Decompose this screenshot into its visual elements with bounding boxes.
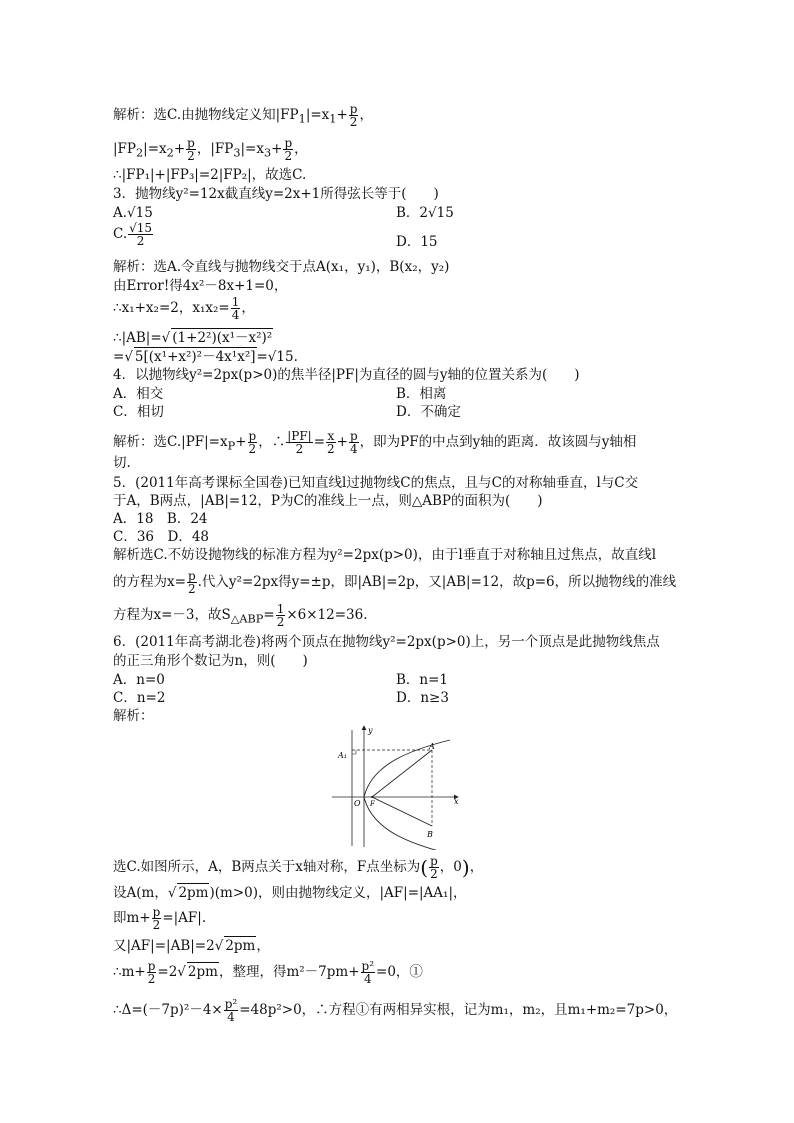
q6-option-a: A．n=0 <box>113 672 165 688</box>
question-6-line-2: 的正三角形个数记为n，则( ) <box>113 653 308 669</box>
solution-6-line-5: ∴m+ $\frac{p}{2}$ =2√ 2pm，整理，得m²－7pm+ $\frac{\text{p²}}{4}$ =0，① <box>113 959 423 986</box>
solution-3-line-1: 解析：选A.令直线与抛物线交于点A(x₁，y₁)，B(x₂，y₂) <box>113 259 450 275</box>
fraction-pf-over-2: $\frac{|PF|}{2}$ <box>287 429 312 456</box>
solution-2-line-3: ∴|FP₁|+|FP₃|=2|FP₂|，故选C. <box>113 167 307 183</box>
fraction-sqrt15-over-2: $\frac{√15}{2}$ <box>129 221 153 248</box>
fraction-p-over-2: $\frac{p}{2}$ <box>187 569 196 596</box>
fraction-p-over-2: $\frac{p}{2}$ <box>430 854 438 881</box>
solution-6-label: 解析： <box>113 708 154 724</box>
label-x: x <box>454 797 459 806</box>
q3-option-c: C. $\frac{√15}{2}$ <box>113 221 153 248</box>
solution-2-line-1: 解析：选C.由抛物线定义知$|FP_1|=x_1+$ $\frac{p}{2}$ ， <box>113 102 373 129</box>
question-5-line-2: 于A，B两点，|AB|=12，P为C的准线上一点，则△ABP的面积为( ) <box>113 493 543 509</box>
q5-options-cd: C．36 D．48 <box>113 529 210 545</box>
fraction-p-over-2: $\frac{p}{2}$ <box>152 905 161 932</box>
q3-option-d: D．15 <box>396 234 438 250</box>
solution-6-line-6: ∴Δ=(－7p)²－4× $\frac{\text{p²}}{4}$ =48p²>0，∴方程①有两相异实根，记为m₁，m₂，且m₁+m₂=7p>0， <box>113 997 678 1024</box>
fraction-p-over-2: $\frac{p}{2}$ <box>284 136 293 163</box>
q3-option-b: B．2√15 <box>396 205 454 221</box>
solution-6-line-2: 设A(m，√ 2pm)(m>0)，则由抛物线定义，|AF|=|AA₁|， <box>113 885 467 901</box>
solution-3-line-4: ∴|AB|=√ (1+2²)(x¹－x²)² <box>113 330 273 346</box>
solution-5-line-3: 方程为x=－3，故$S_{\triangle ABP}=$ $\frac{1}{2}$ ×6×12=36. <box>113 602 368 629</box>
q4-option-a: A．相交 <box>113 386 164 402</box>
solution-4-line-2: 切. <box>113 455 131 471</box>
solution-4-line-1: 解析：选$C.|PF|=x_P+$ $\frac{p}{2}$ ，∴ $\frac{|PF|}{2}$ = $\frac{x}{2}$ + $\frac{p}{4}$ ，即为PF的中点到y轴的距离．故该圆与y轴相 <box>113 429 637 456</box>
fraction-p-over-2: $\frac{p}{2}$ <box>187 136 195 163</box>
label-a1: A₁ <box>338 751 347 760</box>
fraction-1-over-4: $\frac{1}{4}$ <box>231 295 240 322</box>
fraction-1-over-2: $\frac{1}{2}$ <box>276 602 285 629</box>
focus-point <box>371 796 373 798</box>
q4-option-b: B．相离 <box>396 386 447 402</box>
parabola-figure <box>330 722 465 850</box>
solution-2-line-2: $|FP_2|=x_2+$ $\frac{p}{2}$ ，$|FP_3|=x_3+$ $\frac{p}{2}$ ， <box>113 136 308 163</box>
fraction-p2-over-4: $\frac{\text{p²}}{4}$ <box>224 997 238 1024</box>
fraction-x-over-2: $\frac{x}{2}$ <box>327 429 335 456</box>
q4-option-c: C．相切 <box>113 404 164 420</box>
q5-options-ab: A．18 B．24 <box>113 511 208 527</box>
triangle-side-fb <box>372 797 432 826</box>
fraction-p-over-2: $\frac{p}{2}$ <box>248 429 257 456</box>
fraction-p2-over-4: $\frac{\text{p²}}{4}$ <box>361 959 375 986</box>
solution-3-line-5: =√ 5[(x¹+x²)²－4x¹x²]=√15. <box>113 349 298 365</box>
fraction-p-over-2: $\frac{p}{2}$ <box>147 959 156 986</box>
question-5-line-1: 5．(2011年高考课标全国卷)已知直线l过抛物线C的焦点，且与C的对称轴垂直，l与C交 <box>113 475 639 491</box>
solution-3-line-3: ∴x₁+x₂=2，x₁x₂= $\frac{1}{4}$ ， <box>113 295 255 322</box>
q6-option-c: C．n=2 <box>113 690 166 706</box>
solution-5-line-2: 的方程为x= $\frac{p}{2}$ .代入y²=2px得y=±p，即|AB|=2p，又|AB|=12，故p=6，所以抛物线的准线 <box>113 569 677 596</box>
question-6-line-1: 6．(2011年高考湖北卷)将两个顶点在抛物线y²=2px(p>0)上，另一个顶点是此抛物线焦点 <box>113 634 660 650</box>
fraction-p-over-4: $\frac{p}{4}$ <box>349 429 358 456</box>
parabola-curve <box>364 740 450 850</box>
solution-6-line-1: 选C.如图所示，A，B两点关于x轴对称，F点坐标为( $\frac{p}{2}$ ，0)， <box>113 854 484 881</box>
fraction-p-over-2: $\frac{p}{2}$ <box>349 102 358 129</box>
question-4: 4．以抛物线y²=2px(p>0)的焦半径|PF|为直径的圆与y轴的位置关系为( ) <box>113 367 580 383</box>
label-b: B <box>427 830 433 839</box>
triangle-side-fa <box>372 750 432 797</box>
q6-option-d: D．n≥3 <box>396 690 449 706</box>
label-a: A <box>429 742 435 751</box>
label-f: F <box>370 800 375 808</box>
q4-option-d: D．不确定 <box>396 404 461 420</box>
label-y: y <box>368 726 373 735</box>
q6-option-b: B．n=1 <box>396 672 449 688</box>
solution-5-line-1: 解析选C.不妨设抛物线的标准方程为y²=2px(p>0)，由于l垂直于对称轴且过焦点，故直线l <box>113 547 657 563</box>
solution-3-line-2: 由Error!得4x²－8x+1=0， <box>113 278 288 294</box>
right-angle-mark <box>352 750 356 754</box>
solution-6-line-4: 又|AF|=|AB|=2√ 2pm， <box>113 938 270 954</box>
solution-6-line-3: 即m+ $\frac{p}{2}$ =|AF|. <box>113 905 207 932</box>
label-o: O <box>354 799 361 808</box>
q3-option-a: A.√15 <box>113 205 153 221</box>
question-3: 3．抛物线y²=12x截直线y=2x+1所得弦长等于( ) <box>113 186 439 202</box>
